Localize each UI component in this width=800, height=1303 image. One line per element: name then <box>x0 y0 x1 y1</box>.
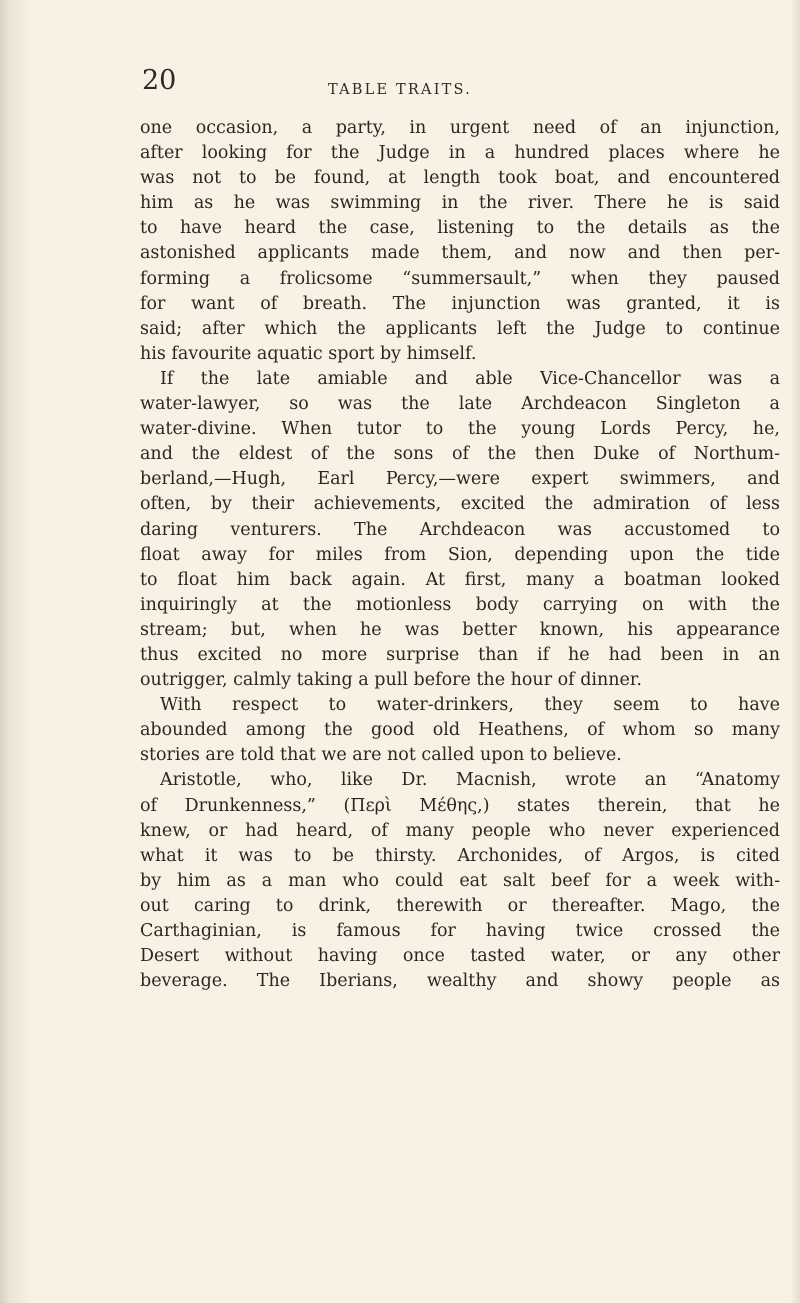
text-line: water-divine. When tutor to the young Lords Percy, he, <box>140 419 780 440</box>
text-line: was not to be found, at length took boat, and encountered <box>140 168 780 189</box>
text-line: With respect to water-drinkers, they seem to have <box>160 695 780 716</box>
text-line: for want of breath. The injunction was granted, it is <box>140 293 780 314</box>
text-line: out caring to drink, therewith or thereafter. Mago, the <box>140 895 780 916</box>
text-line: by him as a man who could eat salt beef for a week with- <box>140 870 780 891</box>
text-line: of Drunkenness,” (Περὶ Μέθης,) states therein, that he <box>140 795 780 816</box>
text-line: water-lawyer, so was the late Archdeacon Singleton a <box>140 394 780 415</box>
text-line: said; after which the applicants left the Judge to continue <box>140 318 780 339</box>
text-line: knew, or had heard, of many people who never experienced <box>140 820 780 841</box>
text-line: to have heard the case, listening to the details as the <box>140 218 780 239</box>
text-line: stream; but, when he was better known, his appearance <box>140 619 780 640</box>
text-line: often, by their achievements, excited the admiration of less <box>140 494 780 515</box>
text-line: berland,—Hugh, Earl Percy,—were expert swimmers, and <box>140 469 780 490</box>
text-line: Aristotle, who, like Dr. Macnish, wrote an “Anatomy <box>160 770 780 791</box>
text-line: Desert without having once tasted water, or any other <box>140 946 780 967</box>
text-line: him as he was swimming in the river. There he is said <box>140 193 780 214</box>
text-line: If the late amiable and able Vice-Chancellor was a <box>160 368 780 389</box>
running-head: TABLE TRAITS. <box>328 82 472 98</box>
text-line: daring venturers. The Archdeacon was accustomed to <box>140 519 780 540</box>
page-edge-shadow <box>790 0 800 1303</box>
text-line: thus excited no more surprise than if he had been in an <box>140 644 780 665</box>
page-binding-shadow <box>0 0 34 1303</box>
page-number: 20 <box>142 65 177 96</box>
text-line: stories are told that we are not called upon to believe. <box>140 745 622 766</box>
text-line: beverage. The Iberians, wealthy and showy people as <box>140 971 780 992</box>
text-line: float away for miles from Sion, depending upon the tide <box>140 544 780 565</box>
text-line: Carthaginian, is famous for having twice crossed the <box>140 921 780 941</box>
text-line: to float him back again. At first, many a boatman looked <box>140 569 780 590</box>
text-line: what it was to be thirsty. Archonides, of Argos, is cited <box>140 845 780 866</box>
text-line: and the eldest of the sons of the then Duke of Northum- <box>140 444 780 465</box>
text-line: his favourite aquatic sport by himself. <box>140 343 477 364</box>
text-line: one occasion, a party, in urgent need of an injunction, <box>140 118 780 138</box>
text-line: abounded among the good old Heathens, of whom so many <box>140 720 780 741</box>
text-line: after looking for the Judge in a hundred places where he <box>140 143 780 164</box>
text-line: astonished applicants made them, and now and then per- <box>140 243 780 264</box>
text-line: inquiringly at the motionless body carrying on with the <box>140 594 780 615</box>
text-line: forming a frolicsome “summersault,” when they paused <box>140 268 780 289</box>
body-text <box>140 116 780 994</box>
text-line: outrigger, calmly taking a pull before the hour of dinner. <box>140 670 642 691</box>
